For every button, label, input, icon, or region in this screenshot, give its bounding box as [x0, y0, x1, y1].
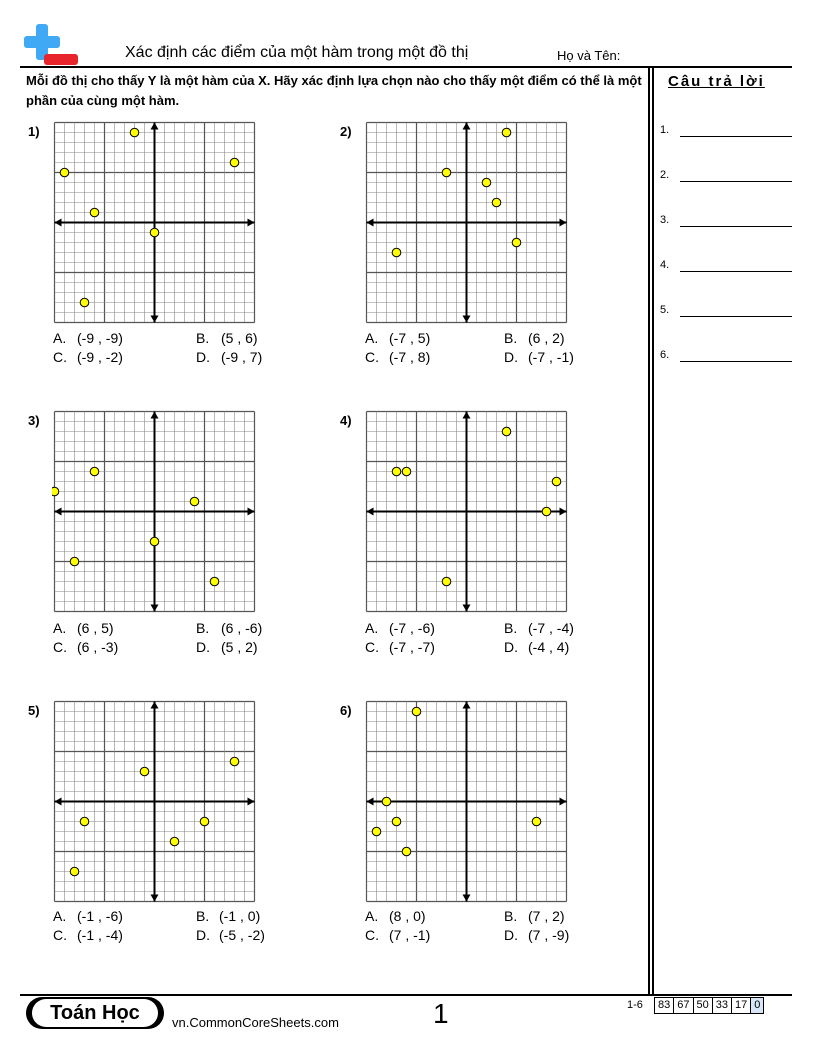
choice-b[interactable]: (7 , 2)	[528, 908, 565, 924]
column-divider	[652, 67, 654, 994]
answer-number: 6.	[660, 349, 670, 361]
arrow-icon	[463, 895, 471, 902]
choice-b[interactable]: (6 , 2)	[528, 330, 565, 346]
answer-choices	[365, 619, 585, 657]
answer-row[interactable]	[660, 214, 792, 226]
score-table	[655, 997, 764, 1014]
answer-number: 4.	[660, 259, 670, 271]
column-divider	[648, 67, 650, 994]
choice-b[interactable]: (-1 , 0)	[219, 908, 261, 924]
brand-label: Toán Học	[32, 999, 158, 1027]
answer-row[interactable]	[660, 304, 792, 316]
choice-letter: A.	[53, 908, 67, 924]
plotted-point	[70, 557, 79, 566]
plotted-point	[80, 817, 89, 826]
answer-key-heading: Câu trả lời	[668, 73, 765, 90]
arrow-icon	[248, 798, 255, 806]
plotted-point	[512, 238, 521, 247]
plotted-point	[392, 248, 401, 257]
plotted-point	[90, 467, 99, 476]
answer-row[interactable]	[660, 124, 792, 136]
choice-a[interactable]: (-1 , -6)	[77, 908, 123, 924]
choice-a[interactable]: (8 , 0)	[389, 908, 426, 924]
arrow-icon	[248, 508, 255, 516]
arrow-icon	[367, 508, 374, 516]
answer-number: 1.	[660, 124, 670, 136]
choice-a[interactable]: (-9 , -9)	[77, 330, 123, 346]
plotted-point	[552, 477, 561, 486]
score-cell: 17	[731, 997, 751, 1014]
choice-b[interactable]: (6 , -6)	[221, 620, 263, 636]
header-divider	[20, 66, 792, 68]
choice-letter: D.	[196, 349, 210, 365]
score-cell: 83	[654, 997, 674, 1014]
answer-blank[interactable]	[680, 226, 792, 227]
arrow-icon	[463, 412, 471, 419]
plotted-point	[482, 178, 491, 187]
choice-d[interactable]: (-4 , 4)	[528, 639, 570, 655]
problem-number: 6)	[340, 703, 352, 718]
coordinate-grid	[364, 120, 569, 325]
score-cell: 33	[712, 997, 732, 1014]
answer-blank[interactable]	[680, 361, 792, 362]
problem-number: 2)	[340, 124, 352, 139]
arrow-icon	[560, 508, 567, 516]
answer-choices	[53, 329, 273, 367]
problem-range: 1-6	[627, 999, 643, 1011]
plotted-point	[60, 168, 69, 177]
choice-letter: D.	[504, 349, 518, 365]
arrow-icon	[367, 798, 374, 806]
choice-letter: D.	[196, 927, 210, 943]
choice-a[interactable]: (-7 , -6)	[389, 620, 435, 636]
choice-letter: D.	[504, 927, 518, 943]
choice-d[interactable]: (7 , -9)	[528, 927, 570, 943]
coordinate-grid	[364, 699, 569, 904]
choice-letter: A.	[365, 620, 379, 636]
choice-c[interactable]: (-7 , -7)	[389, 639, 435, 655]
site-url[interactable]: vn.CommonCoreSheets.com	[172, 1015, 339, 1030]
arrow-icon	[463, 316, 471, 323]
choice-c[interactable]: (-1 , -4)	[77, 927, 123, 943]
page-title: Xác định các điểm của một hàm trong một đồ thị	[125, 44, 469, 61]
choice-b[interactable]: (-7 , -4)	[528, 620, 574, 636]
answer-row[interactable]	[660, 169, 792, 181]
arrow-icon	[560, 798, 567, 806]
answer-blank[interactable]	[680, 181, 792, 182]
choice-b[interactable]: (5 , 6)	[221, 330, 258, 346]
choice-letter: B.	[504, 908, 518, 924]
plotted-point	[210, 577, 219, 586]
answer-row[interactable]	[660, 349, 792, 361]
score-cell: 50	[693, 997, 713, 1014]
choice-letter: B.	[196, 330, 210, 346]
choice-a[interactable]: (-7 , 5)	[389, 330, 431, 346]
plotted-point	[372, 827, 381, 836]
arrow-icon	[151, 412, 159, 419]
plotted-point	[80, 298, 89, 307]
plotted-point	[52, 487, 59, 496]
arrow-icon	[463, 605, 471, 612]
arrow-icon	[55, 219, 62, 227]
plotted-point	[502, 427, 511, 436]
choice-letter: C.	[365, 349, 379, 365]
arrow-icon	[151, 702, 159, 709]
name-label: Họ và Tên:	[557, 48, 621, 63]
coordinate-grid	[364, 409, 569, 614]
plotted-point	[382, 797, 391, 806]
choice-letter: D.	[504, 639, 518, 655]
choice-letter: C.	[53, 349, 67, 365]
answer-blank[interactable]	[680, 271, 792, 272]
choice-letter: B.	[196, 908, 210, 924]
plotted-point	[230, 757, 239, 766]
choice-letter: A.	[365, 908, 379, 924]
arrow-icon	[55, 798, 62, 806]
instructions: Mỗi đồ thị cho thấy Y là một hàm của X. Hãy xác định lựa chọn nào cho thấy một điểm có thể là một phần của cùng một hàm.	[26, 73, 642, 108]
choice-letter: C.	[53, 639, 67, 655]
plotted-point	[402, 467, 411, 476]
plotted-point	[532, 817, 541, 826]
plotted-point	[542, 507, 551, 516]
arrow-icon	[151, 605, 159, 612]
choice-letter: B.	[196, 620, 210, 636]
answer-choices	[53, 619, 273, 657]
answer-blank[interactable]	[680, 136, 792, 137]
plotted-point	[190, 497, 199, 506]
score-cell: 67	[673, 997, 693, 1014]
plotted-point	[140, 767, 149, 776]
choice-d[interactable]: (5 , 2)	[221, 639, 258, 655]
arrow-icon	[463, 123, 471, 130]
plus-minus-logo-icon	[22, 24, 80, 68]
choice-c[interactable]: (-7 , 8)	[389, 349, 431, 365]
coordinate-grid	[52, 120, 257, 325]
plotted-point	[170, 837, 179, 846]
choice-d[interactable]: (-5 , -2)	[219, 927, 265, 943]
arrow-icon	[367, 219, 374, 227]
choice-letter: D.	[196, 639, 210, 655]
choice-c[interactable]: (6 , -3)	[77, 639, 119, 655]
choice-letter: A.	[53, 620, 67, 636]
arrow-icon	[151, 895, 159, 902]
plotted-point	[402, 847, 411, 856]
problem-number: 4)	[340, 413, 352, 428]
choice-letter: C.	[365, 927, 379, 943]
choice-c[interactable]: (7 , -1)	[389, 927, 431, 943]
choice-a[interactable]: (6 , 5)	[77, 620, 114, 636]
choice-d[interactable]: (-9 , 7)	[221, 349, 263, 365]
score-cell: 0	[750, 997, 764, 1014]
plotted-point	[90, 208, 99, 217]
plotted-point	[392, 467, 401, 476]
plotted-point	[150, 537, 159, 546]
plotted-point	[442, 168, 451, 177]
page-number: 1	[433, 998, 449, 1029]
arrow-icon	[151, 316, 159, 323]
choice-letter: C.	[365, 639, 379, 655]
plotted-point	[492, 198, 501, 207]
answer-row[interactable]	[660, 259, 792, 271]
plotted-point	[150, 228, 159, 237]
answer-blank[interactable]	[680, 316, 792, 317]
footer-divider	[20, 994, 792, 996]
plotted-point	[200, 817, 209, 826]
choice-letter: A.	[365, 330, 379, 346]
plotted-point	[230, 158, 239, 167]
answer-number: 3.	[660, 214, 670, 226]
plotted-point	[502, 128, 511, 137]
choice-letter: C.	[53, 927, 67, 943]
choice-letter: B.	[504, 330, 518, 346]
coordinate-grid	[52, 409, 257, 614]
choice-letter: A.	[53, 330, 67, 346]
plotted-point	[70, 867, 79, 876]
answer-choices	[53, 907, 273, 945]
problem-number: 5)	[28, 703, 40, 718]
answer-choices	[365, 907, 585, 945]
arrow-icon	[55, 508, 62, 516]
coordinate-grid	[52, 699, 257, 904]
plotted-point	[392, 817, 401, 826]
choice-c[interactable]: (-9 , -2)	[77, 349, 123, 365]
arrow-icon	[248, 219, 255, 227]
plotted-point	[442, 577, 451, 586]
problem-number: 1)	[28, 124, 40, 139]
answer-number: 2.	[660, 169, 670, 181]
arrow-icon	[560, 219, 567, 227]
plotted-point	[412, 707, 421, 716]
answer-number: 5.	[660, 304, 670, 316]
problem-number: 3)	[28, 413, 40, 428]
arrow-icon	[151, 123, 159, 130]
choice-d[interactable]: (-7 , -1)	[528, 349, 574, 365]
arrow-icon	[463, 702, 471, 709]
answer-choices	[365, 329, 585, 367]
choice-letter: B.	[504, 620, 518, 636]
plotted-point	[130, 128, 139, 137]
